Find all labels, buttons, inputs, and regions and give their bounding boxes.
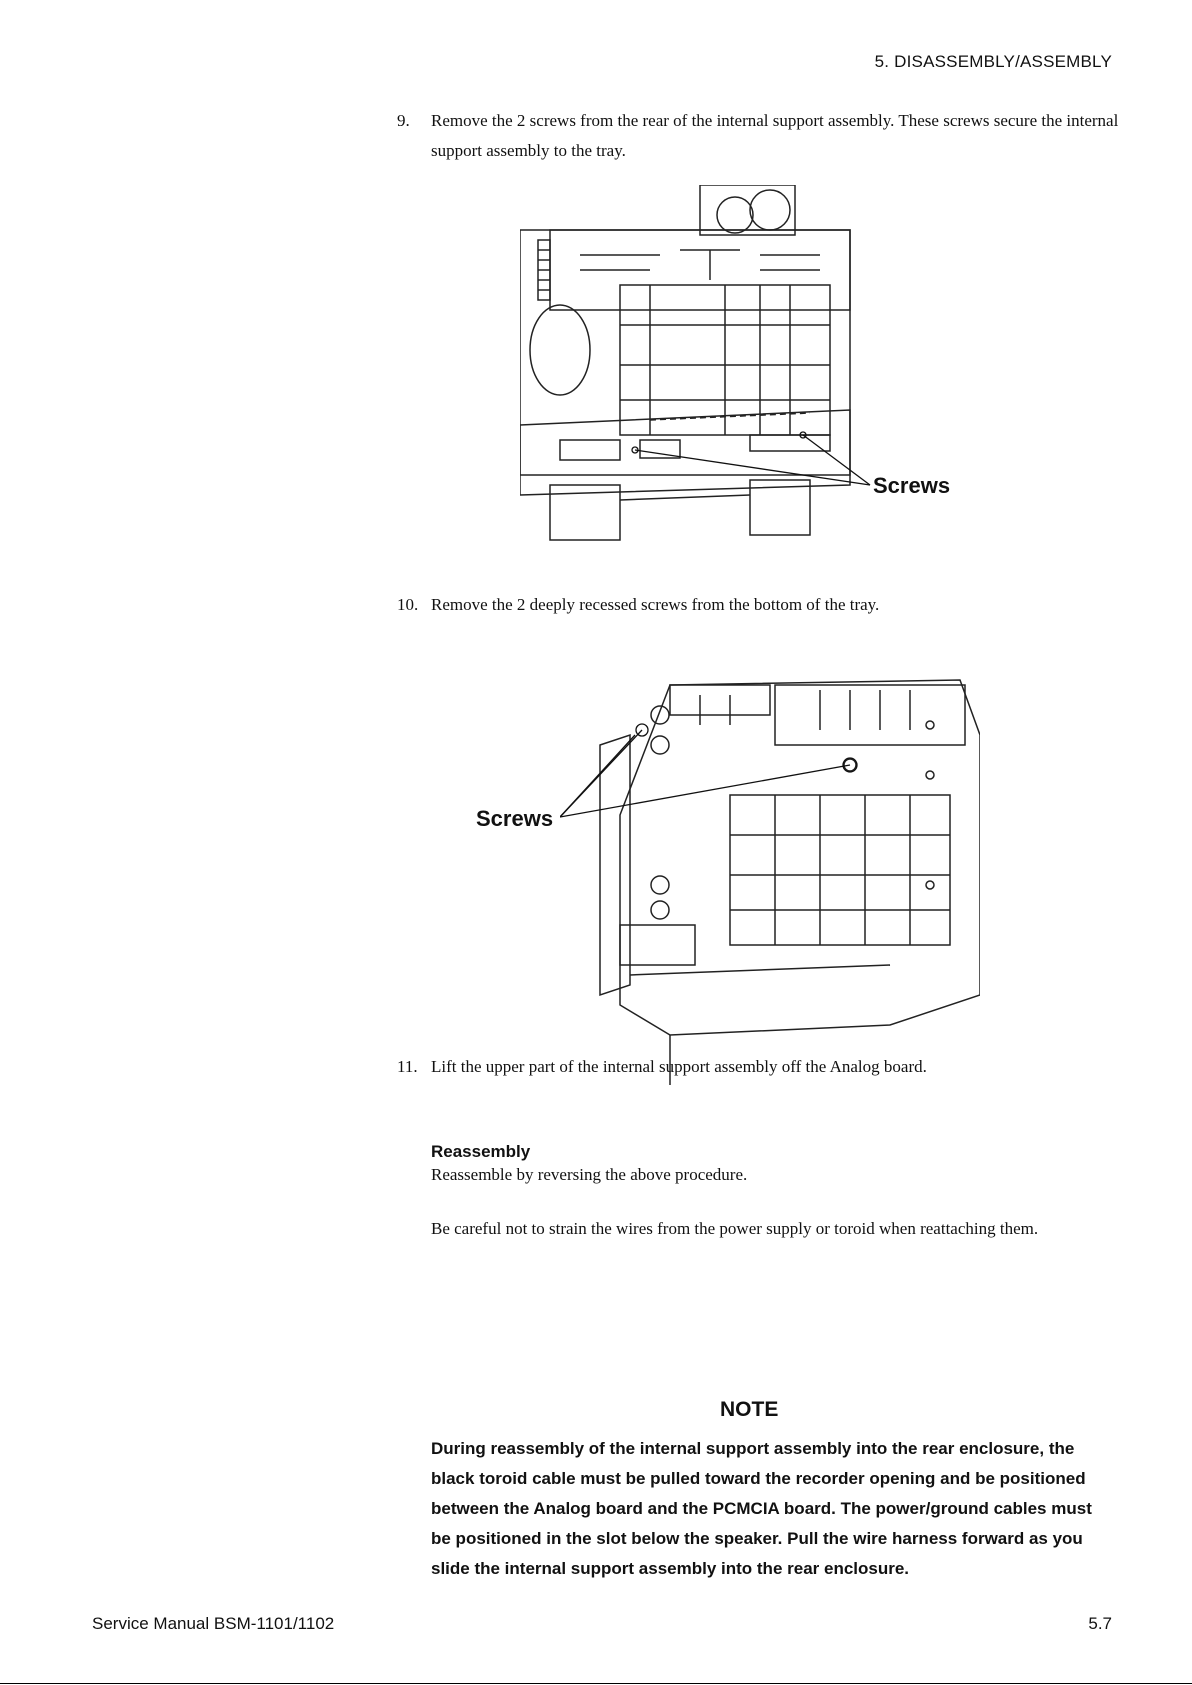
bottom-rule: [0, 1683, 1192, 1684]
footer-page-number: 5.7: [1088, 1614, 1112, 1633]
step-text: Remove the 2 deeply recessed screws from the bottom of the tray.: [431, 595, 880, 614]
step-9: [397, 106, 1131, 166]
figure-callout-screws: Screws: [873, 473, 951, 498]
reassembly-paragraph-2: Be careful not to strain the wires from the power supply or toroid when reattaching them.: [431, 1219, 1039, 1238]
reassembly-paragraph-1: Reassemble by reversing the above procedure.: [431, 1165, 748, 1184]
reassembly-heading: Reassembly: [431, 1142, 531, 1161]
step-text: Lift the upper part of the internal support assembly off the Analog board.: [431, 1057, 927, 1076]
figure-internal-support-assembly: [520, 185, 940, 585]
step-number: 11.: [397, 1057, 418, 1076]
note-title: NOTE: [720, 1398, 779, 1421]
step-text: Remove the 2 screws from the rear of the internal support assembly. These screws secure the internal support assembly to the tray.: [431, 111, 1119, 160]
step-number: 9.: [397, 111, 410, 130]
footer-manual-title: Service Manual BSM-1101/1102: [92, 1614, 335, 1633]
step-10: [397, 590, 1131, 620]
note-body: During reassembly of the internal support assembly into the rear enclosure, the black toroid cable must be pulled toward the recorder opening and be positioned between the Analog board and the PCMCIA board. The power/ground cables must be positioned in the slot below the speaker. Pull the wire harness forward as you slide the internal support assembly into the rear enclosure.: [431, 1439, 1092, 1578]
figure-callout-screws: Screws: [476, 806, 554, 831]
figure-tray-bottom: [560, 675, 980, 1095]
step-number: 10.: [397, 595, 419, 614]
section-header: 5. DISASSEMBLY/ASSEMBLY: [874, 52, 1112, 71]
step-11: [397, 1052, 1131, 1082]
